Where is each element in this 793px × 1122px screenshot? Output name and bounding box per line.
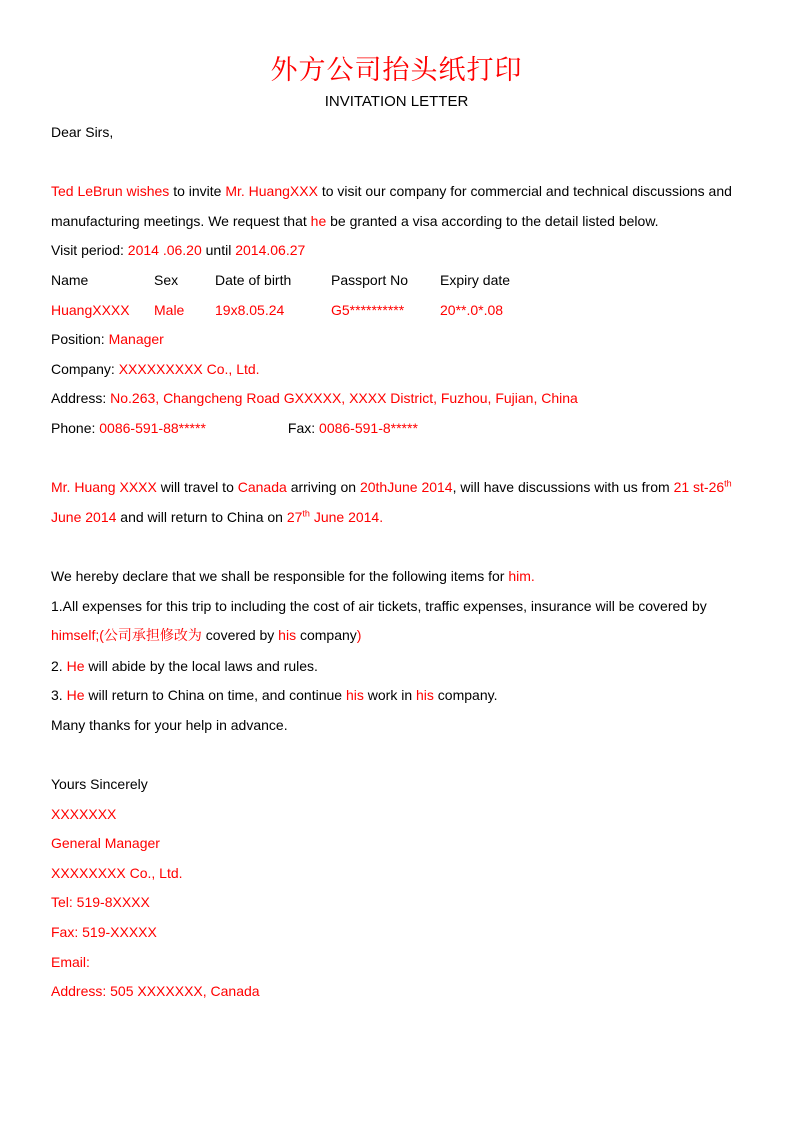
text-segment: 2014.06.27: [235, 242, 306, 259]
text-segment: his: [278, 627, 297, 644]
text-segment: No.263, Changcheng Road GXXXXX, XXXX District, Fuzhou, Fujian, China: [110, 390, 578, 407]
text-segment: Address: 505 XXXXXXX, Canada: [51, 983, 260, 1000]
signature-title-line: [51, 829, 751, 859]
text-segment: 0086-591-8*****: [319, 419, 418, 436]
text-segment: 27: [286, 508, 303, 525]
text-segment: Phone:: [51, 419, 100, 436]
text-segment: We hereby declare that we shall be responsible for the following items for: [51, 567, 509, 584]
table-cell: G5**********: [331, 301, 405, 318]
item-1-line-2: [51, 621, 751, 652]
document-subtitle: INVITATION LETTER: [324, 93, 469, 110]
text-segment: company.: [437, 687, 498, 704]
signature-email-line: [51, 948, 751, 978]
text-segment: will travel to: [160, 479, 238, 496]
text-segment: June 2014.: [309, 508, 384, 525]
text-segment: General Manager: [51, 835, 160, 852]
text-segment: work in: [367, 687, 416, 704]
text-segment: Yours Sincerely: [51, 776, 148, 793]
text-segment: Fax: 519-XXXXX: [51, 924, 157, 941]
travel-line-2: [51, 503, 751, 533]
table-cell: HuangXXXX: [51, 301, 130, 318]
text-segment: Manager: [108, 331, 164, 348]
tab-spacer: [206, 432, 288, 433]
text-segment: Position:: [51, 331, 109, 348]
text-segment: , will have discussions with us from: [452, 479, 674, 496]
table-header-cell: Name: [51, 271, 89, 288]
phone-fax-line: [51, 414, 751, 444]
text-segment: Many thanks for your help in advance.: [51, 716, 288, 733]
signature-company-line: [51, 859, 751, 889]
declare-line: [51, 562, 751, 592]
text-segment: himself;(: [51, 627, 104, 644]
travel-line-1: [51, 473, 751, 503]
text-segment: XXXXXXXXX Co., Ltd.: [118, 360, 260, 377]
text-segment: 0086-591-88*****: [99, 419, 206, 436]
intro-line-1: [51, 177, 751, 207]
table-header-cell: Expiry date: [440, 271, 511, 288]
text-segment: XXXXXXX: [51, 805, 117, 822]
text-segment: until: [205, 242, 236, 259]
item-1-line-1: [51, 592, 751, 622]
traveler-table-header: [51, 266, 751, 296]
text-segment: arriving on: [290, 479, 360, 496]
table-header-cell: Passport No: [331, 271, 409, 288]
table-cell: 19x8.05.24: [215, 301, 285, 318]
text-segment: 21 st-26: [673, 479, 725, 496]
text-segment: ): [356, 627, 362, 644]
text-segment: June 2014: [51, 508, 121, 525]
text-segment: to invite: [173, 183, 226, 200]
text-segment: Mr. Huang XXXX: [51, 479, 161, 496]
document-title: 外方公司抬头纸打印: [270, 55, 523, 85]
text-segment: his: [416, 687, 438, 704]
signature-address-line: [51, 977, 751, 1007]
text-segment: th: [302, 508, 310, 519]
text-segment: company: [296, 627, 357, 644]
text-segment: him.: [508, 567, 535, 584]
text-segment: He: [66, 687, 89, 704]
text-segment: and will return to China on: [120, 508, 287, 525]
address-line: [51, 384, 751, 414]
text-segment: to visit our company for commercial and technical discussions and: [321, 183, 732, 200]
item-3-line: [51, 681, 751, 711]
blank-line: [51, 740, 751, 770]
text-segment: be granted a visa according to the detail listed below.: [330, 212, 659, 229]
visit-period-line: [51, 236, 751, 266]
text-segment: He: [66, 657, 89, 674]
text-segment: 公司承担修改为: [103, 629, 202, 645]
table-header-cell: Date of birth: [215, 271, 292, 288]
text-segment: 3.: [51, 687, 67, 704]
text-segment: his: [345, 687, 368, 704]
text-segment: Company:: [51, 360, 119, 377]
signature-fax-line: [51, 918, 751, 948]
table-cell: Male: [154, 301, 185, 318]
text-segment: 20thJune 2014: [359, 479, 453, 496]
text-segment: 1.All expenses for this trip to including the cost of air tickets, traffic expenses, insurance will be covered by: [51, 597, 707, 614]
company-line: [51, 355, 751, 385]
text-segment: th: [724, 478, 732, 489]
text-segment: will return to China on time, and continue: [88, 687, 346, 704]
text-segment: Dear Sirs,: [51, 124, 114, 140]
thanks-line: [51, 711, 751, 741]
salutation: [51, 118, 751, 148]
document-body: [51, 118, 751, 1007]
position-line: [51, 325, 751, 355]
blank-line: [51, 532, 751, 562]
text-segment: Email:: [51, 953, 90, 970]
signature-tel-line: [51, 888, 751, 918]
table-cell: 20**.0*.08: [440, 301, 504, 318]
text-segment: Visit period:: [51, 242, 128, 259]
text-segment: Fax:: [287, 419, 320, 436]
text-segment: 2014 .06.20: [127, 242, 206, 259]
item-2-line: [51, 652, 751, 682]
text-segment: will abide by the local laws and rules.: [88, 657, 318, 674]
text-segment: Ted LeBrun wishes: [51, 183, 174, 200]
text-segment: covered by: [201, 627, 279, 644]
text-segment: Address:: [51, 390, 111, 407]
text-segment: 2.: [51, 657, 67, 674]
text-segment: Canada: [237, 479, 291, 496]
closing-line: [51, 770, 751, 800]
blank-line: [51, 444, 751, 474]
signature-name-line: [51, 800, 751, 830]
table-header-cell: Sex: [154, 271, 179, 288]
text-segment: he: [310, 212, 331, 229]
traveler-table-row: [51, 296, 751, 326]
blank-line: [51, 148, 751, 178]
text-segment: Tel: 519-8XXXX: [51, 894, 150, 911]
text-segment: manufacturing meetings. We request that: [51, 212, 311, 229]
text-segment: XXXXXXXX Co., Ltd.: [51, 864, 183, 881]
text-segment: Mr. HuangXXX: [225, 183, 322, 200]
intro-line-2: [51, 207, 751, 237]
